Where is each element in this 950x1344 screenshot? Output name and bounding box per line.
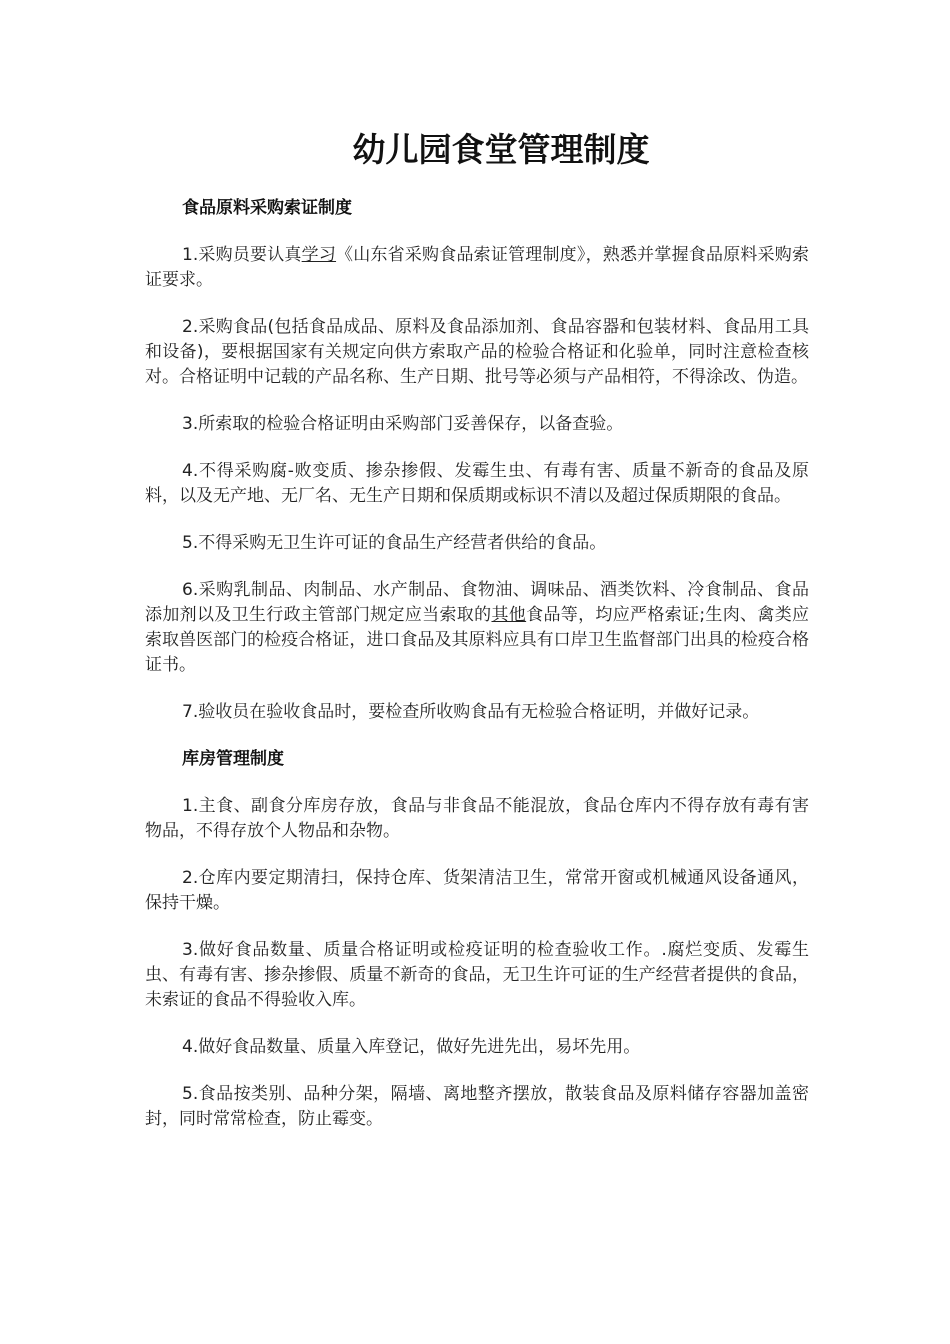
paragraph: 5.不得采购无卫生许可证的食品生产经营者供给的食品。 bbox=[182, 533, 607, 553]
paragraph: 3.所索取的检验合格证明由采购部门妥善保存，以备查验。 bbox=[182, 414, 624, 434]
paragraph: 4.不得采购腐-败变质、掺杂掺假、发霉生虫、有毒有害、质量不新奇的食品及原料，以及无产地、无厂名、无生产日期和保质期或标识不清以及超过保质期限的食品。 bbox=[145, 461, 809, 506]
paragraph: 2.采购食品(包括食品成品、原料及食品添加剂、食品容器和包装材料、食品用工具和设备)，要根据国家有关规定向供方索取产品的检验合格证和化验单，同时注意检查核对。合格证明中记载的产品名称、生产日期、批号等必须与产品相符，不得涂改、伪造。 bbox=[145, 317, 809, 387]
study-link[interactable]: 学习 bbox=[301, 245, 337, 265]
paragraph-text: 食品等，均应严格索证;生肉、禽类应索取兽医部门的检疫合格证，进口食品及其原料应具有口岸卫生监督部门出具的检疫合格证书。 bbox=[145, 605, 810, 675]
paragraph: 2.仓库内要定期清扫，保持仓库、货架清洁卫生，常常开窗或机械通风设备通风，保持干燥。 bbox=[145, 868, 809, 913]
paragraph-text: 1.采购员要认真 bbox=[182, 245, 302, 265]
section-heading: 食品原料采购索证制度 bbox=[182, 198, 352, 218]
paragraph-text: 6.采购乳制品、肉制品、水产制品、食物油、调味品、酒类饮料、冷食制品、食品添加剂以及卫生行政主管部门规定应当索取的 bbox=[145, 580, 809, 625]
paragraph bbox=[145, 243, 809, 293]
document-body bbox=[145, 196, 809, 1132]
paragraph: 4.做好食品数量、质量入库登记，做好先进先出，易坏先用。 bbox=[182, 1037, 641, 1057]
paragraph: 7.验收员在验收食品时，要检查所收购食品有无检验合格证明，并做好记录。 bbox=[182, 702, 760, 722]
paragraph: 5.食品按类别、品种分架，隔墙、离地整齐摆放，散装食品及原料储存容器加盖密封，同时常常检查，防止霉变。 bbox=[145, 1084, 809, 1129]
section-heading: 库房管理制度 bbox=[182, 749, 284, 769]
paragraph-text: 《山东省采购食品索证管理制度》，熟悉并掌握食品原料采购索证要求。 bbox=[145, 245, 809, 290]
paragraph: 1.主食、副食分库房存放，食品与非食品不能混放，食品仓库内不得存放有毒有害物品，不得存放个人物品和杂物。 bbox=[145, 796, 809, 841]
paragraph bbox=[145, 578, 809, 678]
document-title: 幼儿园食堂管理制度 bbox=[352, 130, 650, 169]
paragraph: 3.做好食品数量、质量合格证明或检疫证明的检查验收工作。.腐烂变质、发霉生虫、有毒有害、掺杂掺假、质量不新奇的食品，无卫生许可证的生产经营者提供的食品，未索证的食品不得验收入库。 bbox=[145, 940, 809, 1010]
other-link[interactable]: 其他 bbox=[491, 605, 527, 625]
